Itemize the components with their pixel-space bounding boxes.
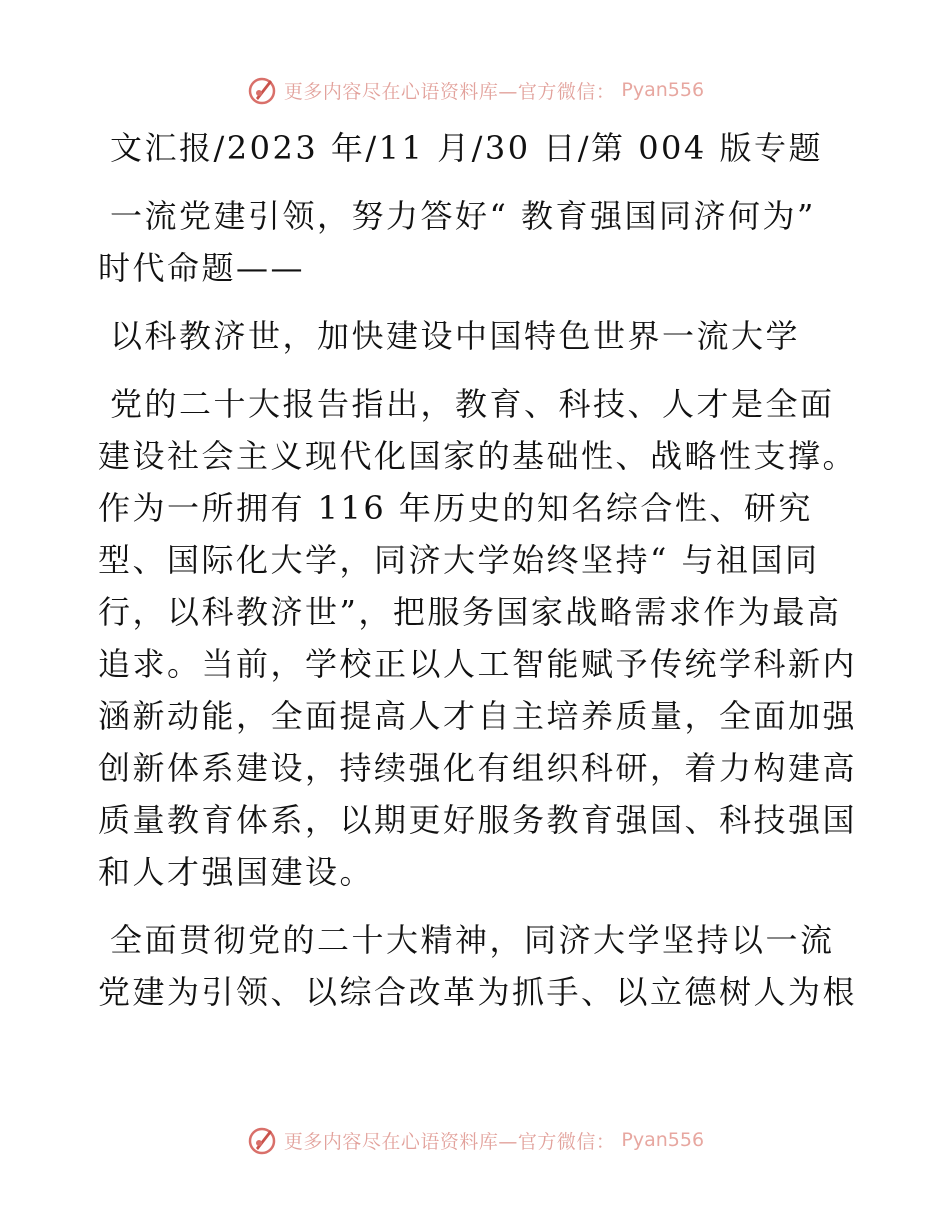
title-line: 时代命题—— xyxy=(98,249,306,287)
watermark-bottom xyxy=(0,1122,950,1158)
article-title xyxy=(98,190,858,294)
paragraph-line: 追求。当前，学校正以人工智能赋予传统学科新内 xyxy=(98,645,858,683)
paragraph-1 xyxy=(98,378,858,898)
paragraph-line: 和人才强国建设。 xyxy=(98,853,375,891)
article-subtitle: 以科教济世，加快建设中国特色世界一流大学 xyxy=(110,317,801,355)
watermark-top xyxy=(0,72,950,108)
watermark-handle: Pyan556 xyxy=(621,79,705,101)
paragraph-line: 全面贯彻党的二十大精神，同济大学坚持以一流 xyxy=(110,921,835,959)
watermark-handle: Pyan556 xyxy=(621,1129,705,1151)
paragraph-line: 质量教育体系，以期更好服务教育强国、科技强国 xyxy=(98,801,858,839)
watermark-text: 更多内容尽在心语资料库—官方微信： xyxy=(283,1130,616,1153)
article-body xyxy=(98,122,858,1018)
paragraph-line: 型、国际化大学，同济大学始终坚持“ 与祖国同 xyxy=(98,541,820,579)
paragraph-line: 创新体系建设，持续强化有组织科研，着力构建高 xyxy=(98,749,858,787)
title-line: 一流党建引领，努力答好“ 教育强国同济何为” xyxy=(110,197,816,235)
paragraph-line: 建设社会主义现代化国家的基础性、战略性支撑。 xyxy=(98,437,858,475)
paragraph-line: 作为一所拥有 116 年历史的知名综合性、研究 xyxy=(98,489,813,527)
paragraph-line: 涵新动能，全面提高人才自主培养质量，全面加强 xyxy=(98,697,858,735)
paragraph-line: 党建为引领、以综合改革为抓手、以立德树人为根 xyxy=(98,973,858,1011)
paragraph-line: 行，以科教济世”，把服务国家战略需求作为最高 xyxy=(98,593,842,631)
watermark-text: 更多内容尽在心语资料库—官方微信： xyxy=(283,80,616,103)
quill-logo-icon xyxy=(246,74,278,106)
paragraph-line: 党的二十大报告指出，教育、科技、人才是全面 xyxy=(110,385,835,423)
quill-logo-icon xyxy=(246,1124,278,1156)
paragraph-2 xyxy=(98,914,858,1018)
dateline: 文汇报/2023 年/11 月/30 日/第 004 版专题 xyxy=(110,129,823,167)
